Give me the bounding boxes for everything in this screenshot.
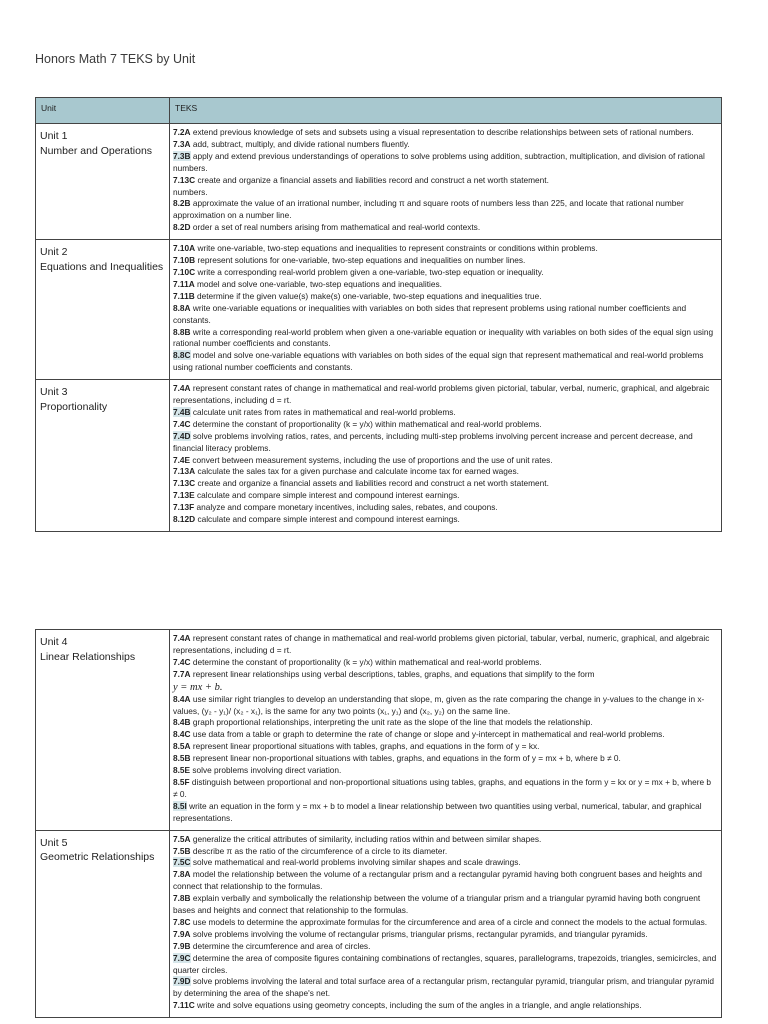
- teks-description: write one-variable, two-step equations and inequalities to represent constraints or conditions within problems.: [195, 243, 598, 254]
- teks-cell: [170, 380, 722, 532]
- teks-item: [173, 303, 717, 327]
- teks-code: 8.2B: [173, 198, 191, 209]
- teks-column-header: TEKS: [170, 98, 722, 124]
- teks-item: [173, 834, 717, 846]
- teks-item: [173, 151, 717, 175]
- teks-item: [173, 777, 717, 801]
- teks-description: calculate and compare simple interest and compound interest earnings.: [195, 514, 460, 525]
- teks-item: [173, 350, 717, 374]
- teks-description: solve problems involving the lateral and total surface area of a rectangular prism, rectangular pyramid, triangular prism, and triangular pyramid by determining the area of the shape's net.: [173, 976, 714, 999]
- teks-item: [173, 929, 717, 941]
- teks-description: calculate the sales tax for a given purchase and calculate income tax for earned wages.: [195, 466, 519, 477]
- teks-item: [173, 419, 717, 431]
- teks-code: 7.4A: [173, 383, 191, 394]
- teks-item: [173, 243, 717, 255]
- teks-description: solve mathematical and real-world problems involving similar shapes and scale drawings.: [190, 857, 521, 868]
- teks-description: solve problems involving direct variation.: [190, 765, 342, 776]
- unit-cell: [36, 124, 170, 240]
- teks-description: use similar right triangles to develop an understanding that slope, m, given as the rate comparing the change in y-values to the change in x-values, (y₂ - y₁)/ (x₂ - x₁), is the same for any two points (x₁, y₁) and (x₂, y₂) on the same line.: [173, 693, 705, 716]
- teks-description: apply and extend previous understandings of operations to solve problems using addition, subtraction, multiplication, and division of rational numbers.: [173, 150, 705, 173]
- teks-code: 7.3B: [173, 150, 191, 161]
- teks-table-2: [35, 629, 722, 1018]
- teks-item: [173, 455, 717, 467]
- teks-item: [173, 187, 717, 199]
- teks-description: model the relationship between the volume of a rectangular prism and a rectangular pyramid having both congruent bases and heights and connect that relationship to the formulas.: [173, 869, 703, 892]
- teks-cell: [170, 630, 722, 831]
- teks-code: 7.4C: [173, 656, 191, 667]
- teks-code: 7.7A: [173, 668, 191, 679]
- teks-description: solve problems involving the volume of rectangular prisms, triangular prisms, rectangular pyramids, and triangular pyramids.: [190, 928, 648, 939]
- teks-code: 7.4E: [173, 454, 191, 465]
- teks-item: [173, 953, 717, 977]
- teks-description: represent constant rates of change in mathematical and real-world problems given pictorial, tabular, verbal, numeric, graphical, and algebraic representations, including d = rt.: [173, 383, 710, 406]
- unit-row: [36, 380, 722, 532]
- teks-description: determine the constant of proportionality (k = y/x) within mathematical and real-world problems.: [190, 656, 542, 667]
- teks-code: 8.5I: [173, 800, 187, 811]
- teks-description: use data from a table or graph to determine the rate of change or slope and y-intercept in mathematical and real-world problems.: [190, 729, 665, 740]
- teks-code: 8.8B: [173, 326, 191, 337]
- unit-name: Proportionality: [40, 400, 108, 413]
- unit-name: Linear Relationships: [40, 650, 136, 663]
- teks-description: numbers.: [173, 186, 208, 197]
- teks-description: generalize the critical attributes of similarity, including ratios within and between similar shapes.: [190, 833, 542, 844]
- teks-code: 8.12D: [173, 514, 196, 525]
- teks-description: extend previous knowledge of sets and subsets using a visual representation to describe relationships between sets of rational numbers.: [190, 127, 694, 137]
- unit-number: Unit 3: [40, 386, 68, 399]
- unit-number: Unit 5: [40, 836, 68, 849]
- teks-item: [173, 127, 717, 139]
- teks-item: [173, 846, 717, 858]
- table-header-row: [36, 98, 722, 124]
- teks-code: 7.11B: [173, 290, 195, 301]
- teks-description: represent linear proportional situations with tables, graphs, and equations in the form of y = kx.: [190, 741, 540, 752]
- unit-name: Geometric Relationships: [40, 851, 155, 864]
- teks-item: [173, 801, 717, 825]
- teks-item: [173, 407, 717, 419]
- teks-item: [173, 198, 717, 222]
- unit-column-header: Unit: [36, 98, 170, 124]
- teks-description: explain verbally and symbolically the relationship between the volume of a triangular prism and a triangular pyramid having both congruent bases and heights and connect that relationship to the formulas.: [173, 893, 701, 916]
- teks-code: 7.11A: [173, 278, 195, 289]
- unit-row: [36, 830, 722, 1018]
- teks-item: [173, 279, 717, 291]
- teks-cell: [170, 124, 722, 240]
- teks-description: write a corresponding real-world problem given a one-variable, two-step equation or inequality.: [195, 266, 544, 277]
- teks-code: 8.5E: [173, 765, 191, 776]
- teks-item: [173, 729, 717, 741]
- teks-code: 7.8A: [173, 869, 191, 880]
- unit-number: Unit 4: [40, 636, 68, 648]
- teks-description: write a corresponding real-world problem when given a one-variable equation or inequality with variables on both sides of the equal sign using rational number coefficients and constants.: [173, 326, 714, 349]
- teks-item: [173, 1000, 717, 1012]
- teks-item: [173, 893, 717, 917]
- teks-description: analyze and compare monetary incentives, including sales, rebates, and coupons.: [194, 502, 498, 513]
- teks-description: create and organize a financial assets and liabilities record and construct a net worth statement.: [195, 478, 549, 489]
- teks-description: represent linear non-proportional situations with tables, graphs, and equations in the form of y = mx + b, where b ≠ 0.: [190, 753, 621, 764]
- teks-code: 7.4C: [173, 418, 191, 429]
- teks-item: [173, 741, 717, 753]
- teks-description: determine the area of composite figures containing combinations of rectangles, squares, parallelograms, trapezoids, triangles, semicircles, and quarter circles.: [173, 952, 717, 975]
- teks-code: 7.13F: [173, 502, 195, 513]
- teks-code: 8.4C: [173, 729, 191, 740]
- teks-description: determine the constant of proportionality (k = y/x) within mathematical and real-world problems.: [190, 418, 542, 429]
- teks-description: represent solutions for one-variable, two-step equations and inequalities on number lines.: [195, 255, 526, 266]
- teks-item: [173, 490, 717, 502]
- teks-code: 7.11C: [173, 1000, 195, 1011]
- teks-code: 8.4A: [173, 693, 191, 704]
- teks-description: describe π as the ratio of the circumference of a circle to its diameter.: [190, 845, 448, 856]
- teks-description: write and solve equations using geometry concepts, including the sum of the angles in a triangle, and angle relationships.: [194, 1000, 642, 1011]
- unit-cell: [36, 630, 170, 831]
- teks-item: [173, 976, 717, 1000]
- teks-code: 7.8C: [173, 916, 191, 927]
- teks-code: 7.13E: [173, 490, 195, 501]
- teks-code: 8.5B: [173, 753, 191, 764]
- teks-item: [173, 502, 717, 514]
- teks-code: 7.13A: [173, 466, 196, 477]
- unit-name: Equations and Inequalities: [40, 260, 164, 273]
- unit-cell: [36, 830, 170, 1018]
- teks-description: calculate and compare simple interest and compound interest earnings.: [194, 490, 460, 501]
- teks-item: [173, 717, 717, 729]
- teks-description: order a set of real numbers arising from mathematical and real-world contexts.: [190, 222, 481, 233]
- teks-code: 7.13C: [173, 478, 196, 489]
- teks-code: 7.3A: [173, 138, 191, 149]
- teks-item: [173, 175, 717, 187]
- teks-description: write one-variable equations or inequalities with variables on both sides that represent problems using rational number coefficients and constants.: [173, 302, 687, 325]
- teks-table-1: [35, 97, 722, 532]
- teks-item: [173, 291, 717, 303]
- teks-item: [173, 431, 717, 455]
- teks-item: [173, 917, 717, 929]
- teks-cell: [170, 830, 722, 1018]
- teks-code: 7.5C: [173, 857, 191, 868]
- teks-item: [173, 327, 717, 351]
- teks-item: [173, 383, 717, 407]
- teks-code: 8.2D: [173, 222, 191, 233]
- teks-description: distinguish between proportional and non-proportional situations using tables, graphs, and equations in the form y = kx or y = mx + b, where b ≠ 0.: [173, 776, 712, 799]
- unit-number: Unit 1: [40, 130, 68, 142]
- unit-name: Number and Operations: [40, 144, 153, 157]
- teks-code: 8.8C: [173, 350, 191, 361]
- unit-cell: [36, 380, 170, 532]
- teks-description: use models to determine the approximate formulas for the circumference and area of a circle and connect the models to the actual formulas.: [190, 916, 708, 927]
- teks-code: 7.10B: [173, 255, 196, 266]
- teks-code: 7.9A: [173, 928, 191, 939]
- teks-description: model and solve one-variable, two-step equations and inequalities.: [194, 278, 442, 289]
- teks-description: represent constant rates of change in mathematical and real-world problems given pictorial, tabular, verbal, numeric, graphical, and algebraic representations, including d = rt.: [173, 633, 710, 655]
- unit-row: [36, 240, 722, 380]
- teks-item: [173, 753, 717, 765]
- teks-code: 7.2A: [173, 127, 191, 137]
- teks-item: [173, 857, 717, 869]
- teks-item: [173, 267, 717, 279]
- teks-code: 7.10A: [173, 243, 196, 254]
- teks-code: 8.5A: [173, 741, 191, 752]
- teks-code: 7.5A: [173, 833, 191, 844]
- teks-description: approximate the value of an irrational number, including π and square roots of numbers less than 225, and locate that rational number approximation on a number line.: [173, 198, 684, 221]
- teks-code: 7.10C: [173, 266, 196, 277]
- teks-item: [173, 681, 717, 694]
- teks-description: add, subtract, multiply, and divide rational numbers fluently.: [190, 138, 410, 149]
- teks-code: 7.5B: [173, 845, 191, 856]
- teks-code: 7.4A: [173, 633, 191, 643]
- teks-description: write an equation in the form y = mx + b to model a linear relationship between two quantities using verbal, numerical, tabular, and graphical representations.: [173, 800, 702, 823]
- teks-cell: [170, 240, 722, 380]
- teks-code: 7.9C: [173, 952, 191, 963]
- teks-description: determine if the given value(s) make(s) one-variable, two-step equations and inequalities true.: [194, 290, 542, 301]
- teks-code: 7.9D: [173, 976, 191, 987]
- teks-code: 8.4B: [173, 717, 191, 728]
- teks-item: [173, 466, 717, 478]
- teks-code: 7.8B: [173, 893, 191, 904]
- teks-item: [173, 669, 717, 681]
- teks-description: determine the circumference and area of circles.: [190, 940, 371, 951]
- unit-number: Unit 2: [40, 246, 68, 259]
- teks-item: [173, 869, 717, 893]
- teks-item: [173, 765, 717, 777]
- teks-code: 7.4D: [173, 430, 191, 441]
- teks-description: convert between measurement systems, including the use of proportions and the use of unit rates.: [190, 454, 553, 465]
- teks-item: [173, 633, 717, 657]
- teks-code: 8.8A: [173, 302, 191, 313]
- teks-description: create and organize a financial assets and liabilities record and construct a net worth statement.: [195, 174, 549, 185]
- teks-item: [173, 657, 717, 669]
- teks-description: represent linear relationships using verbal descriptions, tables, graphs, and equations that simplify to the form: [190, 668, 595, 679]
- teks-item: [173, 222, 717, 234]
- teks-code: 7.9B: [173, 940, 191, 951]
- teks-description: model and solve one-variable equations with variables on both sides of the equal sign that represent mathematical and real-world problems using rational number coefficients and constants.: [173, 350, 704, 373]
- teks-code: 7.13C: [173, 174, 196, 185]
- teks-description: solve problems involving ratios, rates, and percents, including multi-step problems involving percent increase and percent decrease, and financial literacy problems.: [173, 430, 693, 453]
- teks-code: 7.4B: [173, 406, 191, 417]
- teks-formula: y = mx + b.: [173, 681, 223, 693]
- unit-row: [36, 124, 722, 240]
- teks-item: [173, 694, 717, 718]
- teks-description: calculate unit rates from rates in mathematical and real-world problems.: [190, 406, 456, 417]
- unit-row: [36, 630, 722, 831]
- teks-item: [173, 139, 717, 151]
- unit-cell: [36, 240, 170, 380]
- teks-item: [173, 941, 717, 953]
- teks-item: [173, 255, 717, 267]
- teks-code: 8.5F: [173, 776, 190, 787]
- teks-item: [173, 478, 717, 490]
- teks-item: [173, 514, 717, 526]
- teks-description: graph proportional relationships, interpreting the unit rate as the slope of the line that models the relationship.: [190, 717, 593, 728]
- document-title: Honors Math 7 TEKS by Unit: [35, 52, 196, 66]
